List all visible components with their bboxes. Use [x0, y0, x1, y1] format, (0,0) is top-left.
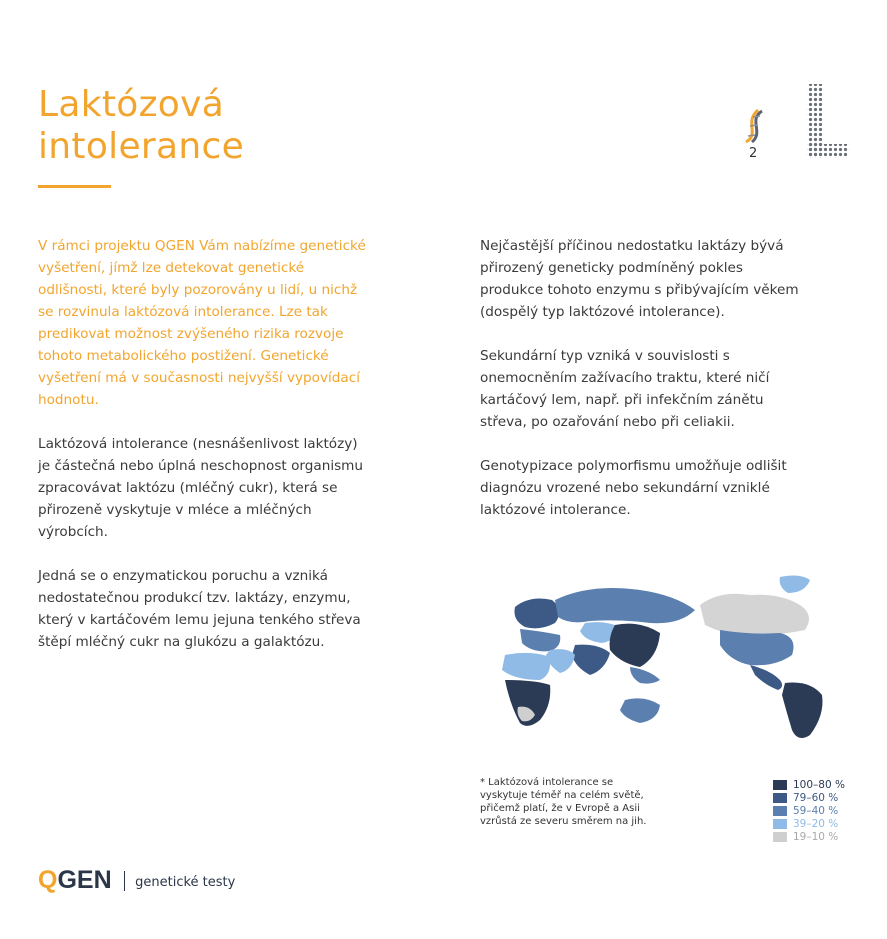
legend-item	[773, 817, 845, 830]
logo-tagline: genetické testy	[135, 875, 236, 890]
legend-item	[773, 804, 845, 817]
legend-item	[773, 791, 845, 804]
map-legend	[773, 778, 845, 843]
central-america-region	[750, 665, 782, 690]
title-line-2: intolerance	[38, 126, 245, 167]
genotyping-paragraph: Genotypizace polymorfismu umožňuje odlišit diagnózu vrozené nebo sekundární vzniklé laktózové intolerance.	[480, 458, 787, 518]
australia-region	[620, 698, 660, 723]
title-underline	[38, 185, 111, 188]
legend-item	[773, 830, 845, 843]
logo-separator	[124, 871, 126, 891]
legend-swatch	[773, 806, 787, 816]
legend-item	[773, 778, 845, 791]
legend-label: 39–20 %	[793, 817, 839, 830]
secondary-type-paragraph: Sekundární typ vzniká v souvislosti s onemocněním zažívacího traktu, které ničí kartáčový lem, např. při infekčním zánětu střeva, po ozařování nebo při celiakii.	[480, 348, 770, 430]
legend-label: 19–10 %	[793, 830, 839, 843]
world-map	[480, 545, 845, 745]
legend-swatch	[773, 832, 787, 842]
cause-paragraph: Jedná se o enzymatickou poruchu a vzniká nedostatečnou produkcí tzv. laktázy, enzymu, který v kartáčovém lemu jejuna tenkého střeva štěpí mléčný cukr na glukózu a galaktózu.	[38, 568, 361, 650]
map-footnote: * Laktózová intolerance se vyskytuje téměř na celém světě, přičemž platí, že v Evropě a Asii vzrůstá ze severu směrem na jih.	[480, 777, 647, 827]
definition-paragraph: Laktózová intolerance (nesnášenlivost laktózy) je částečná nebo úplná neschopnost organismu zpracovávat laktózu (mléčný cukr), která se přirozeně vyskytuje v mléce a mléčných výrobcích.	[38, 436, 364, 540]
southeast-asia-region	[630, 667, 660, 684]
south-asia-region	[572, 645, 610, 675]
south-america-region	[782, 683, 823, 739]
qgen-logo	[38, 866, 235, 895]
usa-region	[720, 630, 794, 665]
east-asia-region	[610, 624, 660, 667]
north-africa-region	[502, 653, 550, 680]
page-number: 2	[749, 146, 758, 161]
north-america-region	[700, 594, 809, 637]
dna-helix-icon	[740, 108, 766, 144]
intro-paragraph: V rámci projektu QGEN Vám nabízíme genetické vyšetření, jímž lze detekovat genetické odlišnosti, které byly pozorovány u lidí, u nichž se rozvinula laktózová intolerance. Lze tak predikovat možnost zvýšeného rizika rozvoje tohoto metabolického postižení. Genetické vyšetření má v současnosti nejvyšší vypovídací hodnotu.	[38, 238, 366, 408]
logo-gen: GEN	[57, 866, 112, 894]
southern-europe-region	[520, 629, 560, 651]
middle-east-region	[546, 649, 575, 673]
legend-swatch	[773, 780, 787, 790]
decorative-letter-l-icon	[803, 82, 851, 160]
right-column	[480, 235, 810, 543]
logo-q: Q	[38, 866, 58, 894]
russia-region	[555, 588, 695, 623]
legend-label: 59–40 %	[793, 804, 839, 817]
left-column	[38, 235, 368, 675]
northern-europe-region	[514, 599, 559, 629]
legend-label: 79–60 %	[793, 791, 839, 804]
page-title	[38, 84, 244, 168]
legend-label: 100–80 %	[793, 778, 845, 791]
title-line-1: Laktózová	[38, 84, 225, 125]
legend-swatch	[773, 819, 787, 829]
greenland-region	[780, 576, 810, 593]
legend-swatch	[773, 793, 787, 803]
primary-cause-paragraph: Nejčastější příčinou nedostatku laktázy bývá přirozený geneticky podmíněný pokles produkce tohoto enzymu s přibývajícím věkem (dospělý typ laktózové intolerance).	[480, 238, 799, 320]
